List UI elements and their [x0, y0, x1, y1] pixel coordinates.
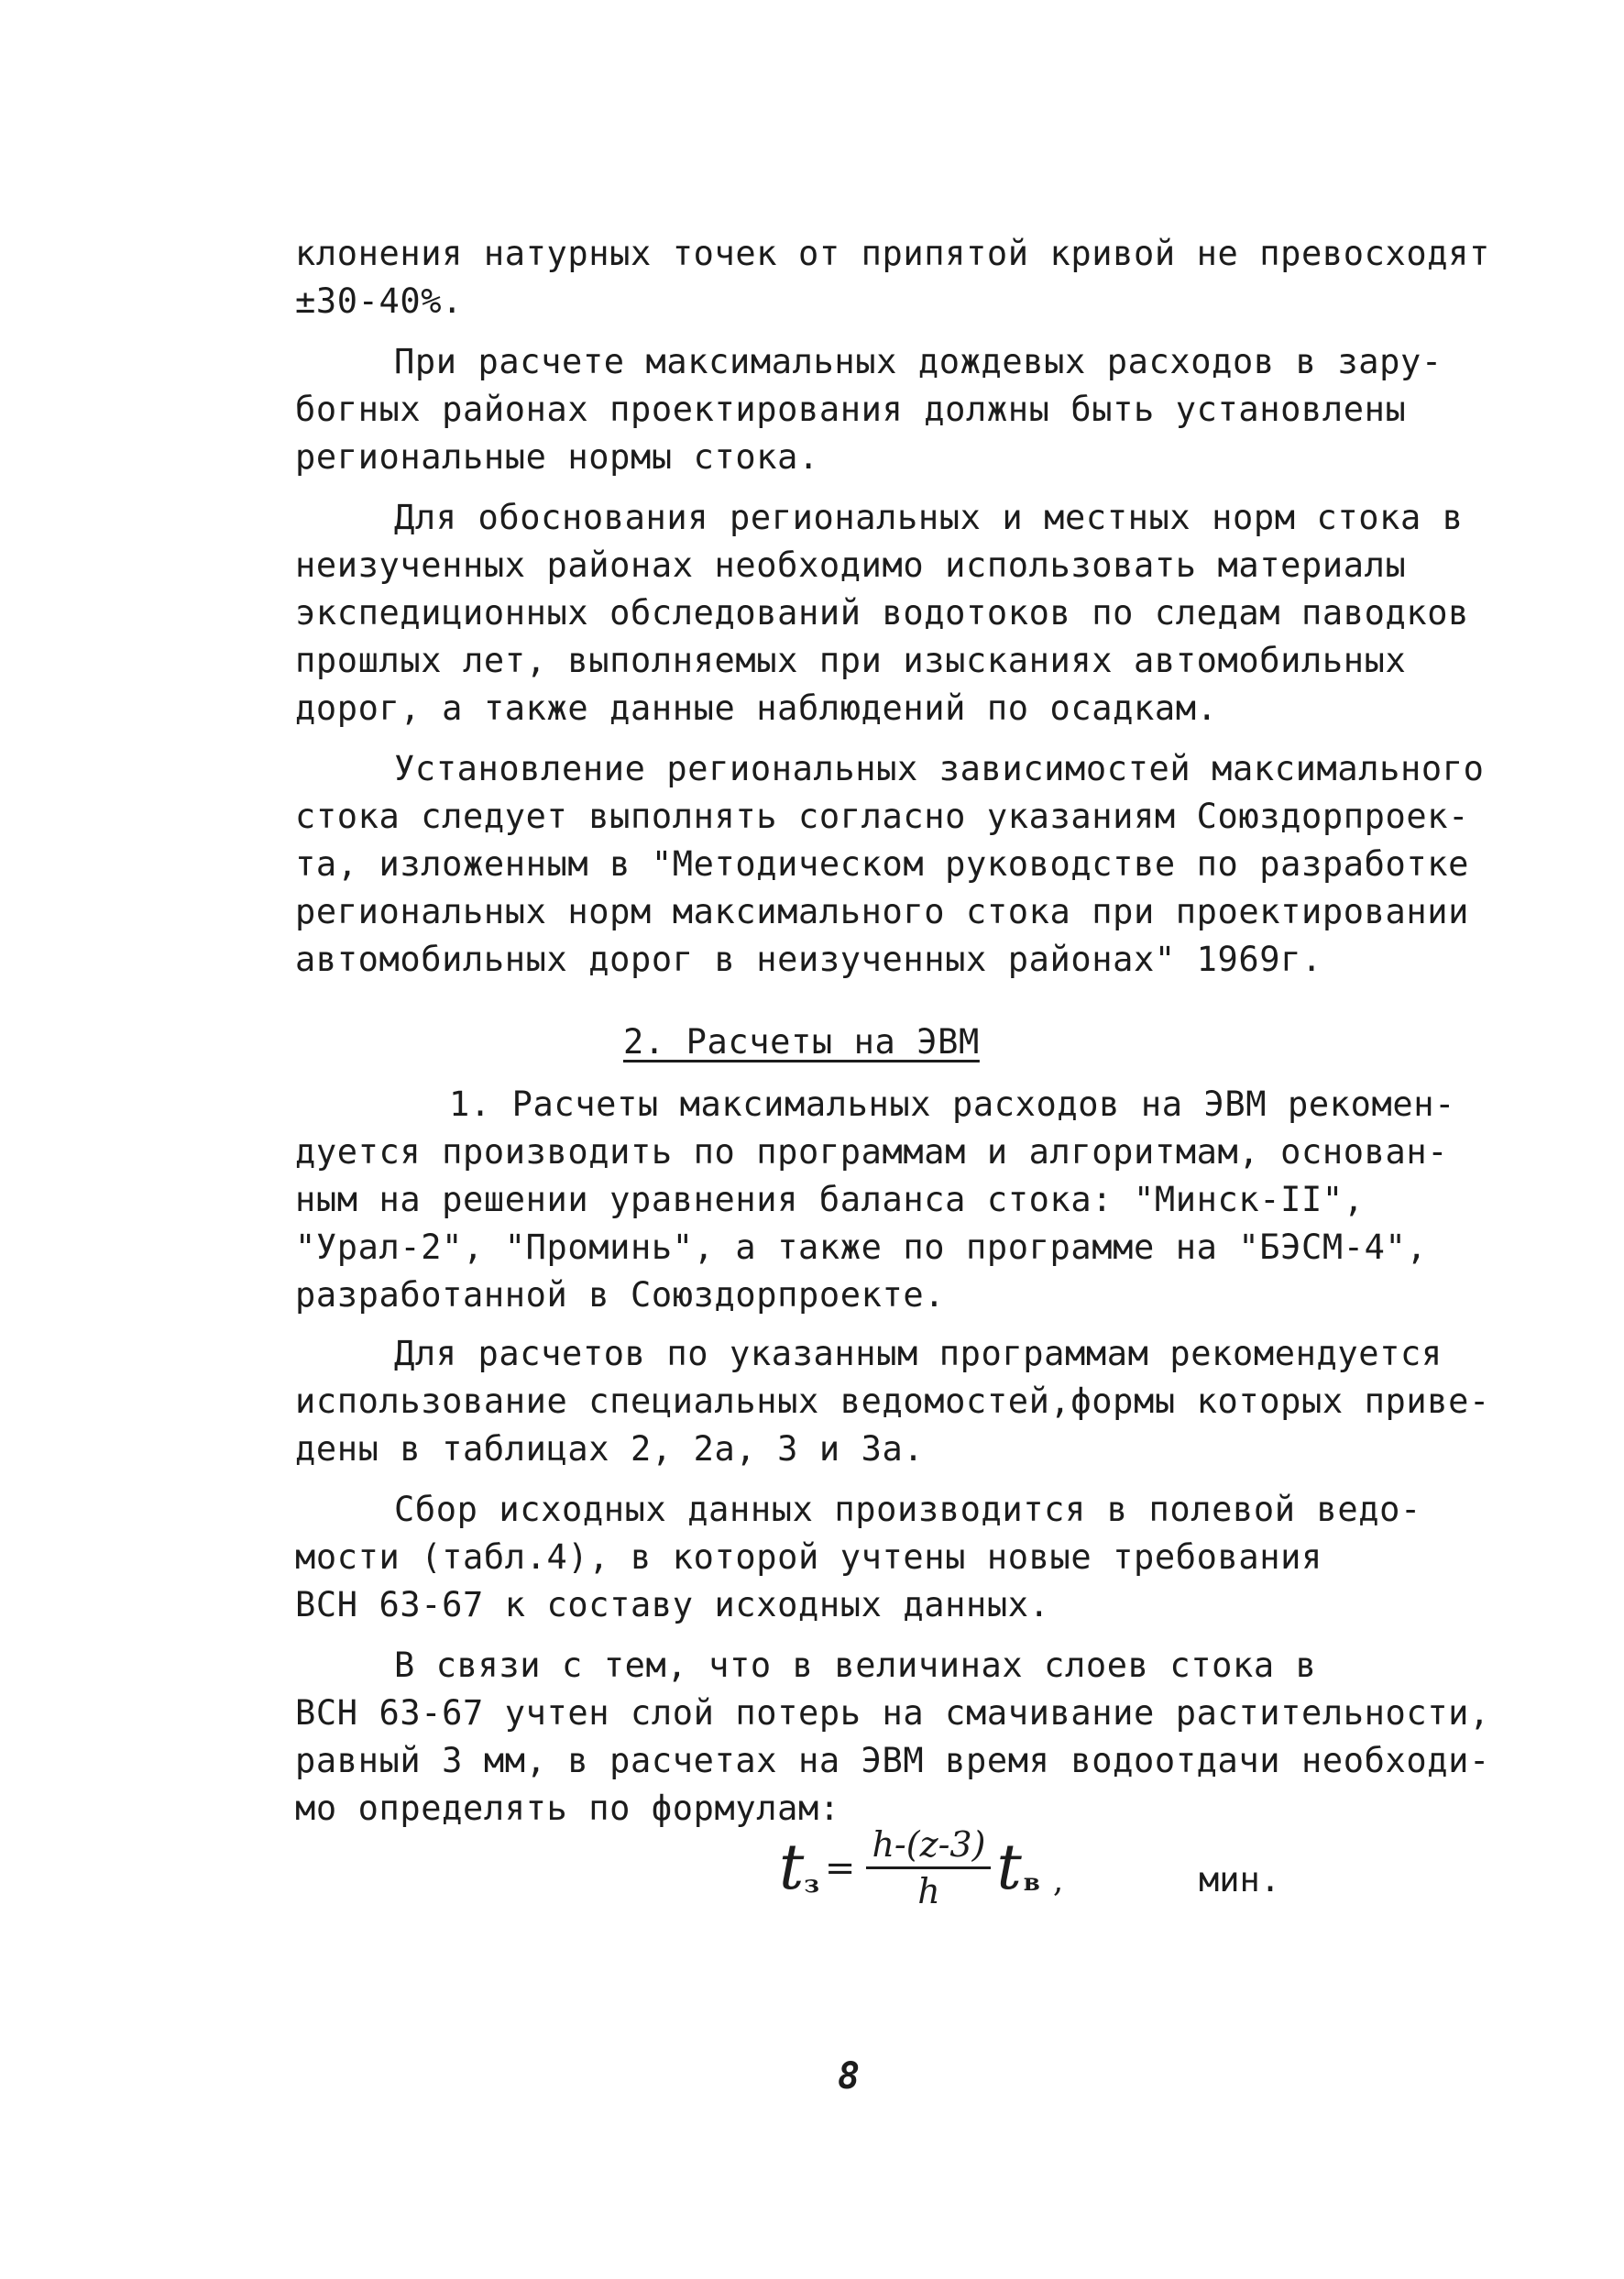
text-line: Для расчетов по указанным программам рекомендуется [394, 1334, 1443, 1373]
text-line: 1. Расчеты максимальных расходов на ЭВМ рекомен- [449, 1084, 1456, 1124]
text-line: богных районах проектирования должны быть установлены [295, 390, 1407, 429]
text-line: "Урал-2", "Проминь", а также по программе на "БЭСМ-4", [295, 1228, 1428, 1267]
text-line: дены в таблицах 2, 2а, 3 и 3а. [295, 1429, 925, 1469]
text-line: клонения натурных точек от припятой кривой не превосходят [295, 234, 1490, 273]
formula-denominator: h [917, 1871, 940, 1911]
text-line: мо определять по формулам: [295, 1789, 840, 1828]
text-line: стока следует выполнять согласно указаниям Союздорпроек- [295, 797, 1470, 836]
text-line: дуется производить по программам и алгоритмам, основан- [295, 1132, 1449, 1172]
text-line: равный 3 мм, в расчетах на ЭВМ время водоотдачи необходи- [295, 1741, 1490, 1780]
formula-comma: , [1052, 1862, 1064, 1899]
text-line: использование специальных ведомостей,формы которых приве- [295, 1382, 1490, 1421]
formula-equals: = [824, 1846, 856, 1889]
text-line: автомобильных дорог в неизученных районах" 1969г. [295, 940, 1322, 979]
text-line: Для обоснования региональных и местных норм стока в [394, 498, 1464, 537]
formula-numerator: h-(z-3) [866, 1824, 991, 1869]
formula-lhs-subscript: з [804, 1870, 819, 1899]
formula-fraction [866, 1824, 991, 1911]
text-line: региональных норм максимального стока при проектировании [295, 892, 1470, 931]
text-line: региональные нормы стока. [295, 437, 819, 477]
section-heading: 2. Расчеты на ЭВМ [623, 1022, 980, 1062]
formula-lhs: t [779, 1831, 805, 1904]
formula-rhs-subscript: в [1023, 1868, 1040, 1897]
formula-unit: мин. [1199, 1860, 1281, 1899]
text-line: ным на решении уравнения баланса стока: "Минск-II", [295, 1180, 1365, 1219]
text-line: мости (табл.4), в которой учтены новые требования [295, 1537, 1322, 1577]
text-line: ВСН 63-67 к составу исходных данных. [295, 1585, 1050, 1624]
text-line: та, изложенным в "Методическом руководстве по разработке [295, 844, 1470, 884]
text-line: Сбор исходных данных производится в полевой ведо- [394, 1490, 1421, 1529]
text-line: При расчете максимальных дождевых расходов в зару- [394, 342, 1443, 381]
text-line: дорог, а также данные наблюдений по осадкам. [295, 688, 1218, 728]
text-line: В связи с тем, что в величинах слоев стока в [394, 1646, 1317, 1685]
text-line: прошлых лет, выполняемых при изысканиях автомобильных [295, 641, 1407, 680]
formula-rhs: t [996, 1831, 1022, 1904]
text-line: неизученных районах необходимо использовать материалы [295, 545, 1407, 585]
text-line: экспедиционных обследований водотоков по следам паводков [295, 593, 1470, 633]
time-formula [779, 1824, 1063, 1911]
text-line: ±30-40%. [295, 281, 464, 321]
text-line: ВСН 63-67 учтен слой потерь на смачивание растительности, [295, 1693, 1490, 1733]
text-line: Установление региональных зависимостей максимального [394, 749, 1485, 788]
text-line: разработанной в Союздорпроекте. [295, 1275, 946, 1315]
page-number: 8 [838, 2055, 861, 2097]
